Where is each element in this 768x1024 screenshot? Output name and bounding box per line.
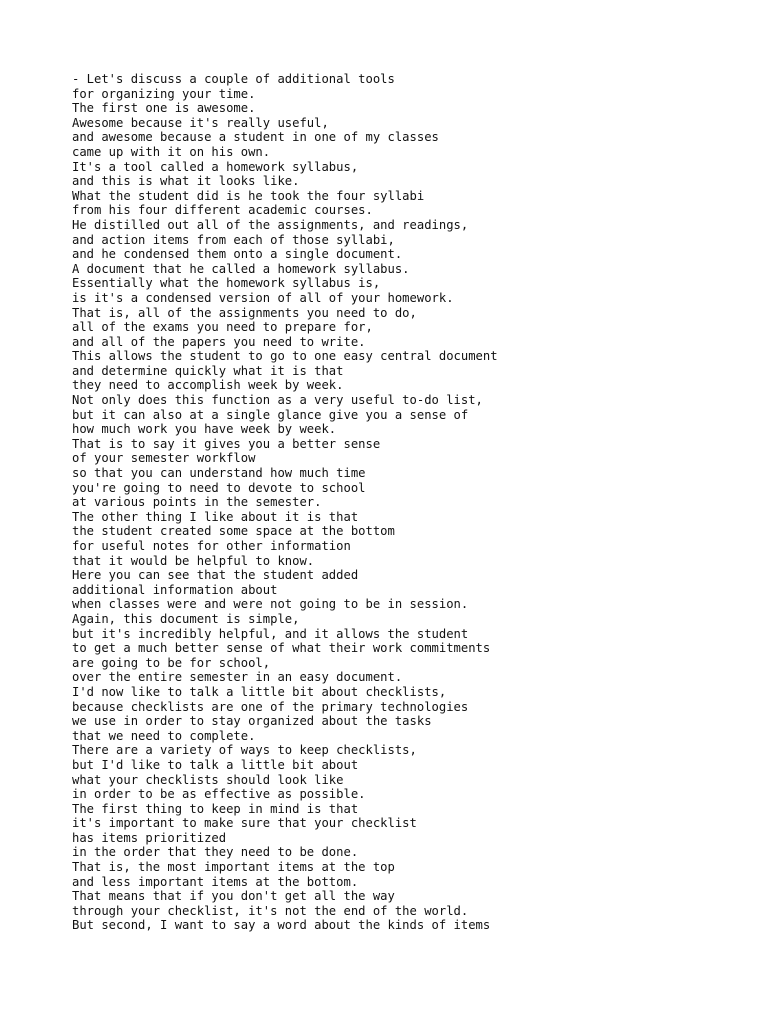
transcript-line: This allows the student to go to one easy central document bbox=[72, 349, 498, 364]
transcript-line: but I'd like to talk a little bit about bbox=[72, 757, 359, 772]
transcript-line: That means that if you don't get all the way bbox=[72, 889, 395, 904]
transcript-line: what your checklists should look like bbox=[72, 772, 344, 787]
transcript-line: how much work you have week by week. bbox=[72, 422, 337, 437]
transcript-line: What the student did is he took the four syllabi bbox=[72, 188, 425, 203]
transcript-line: to get a much better sense of what their work commitments bbox=[72, 641, 491, 656]
transcript-line: through your checklist, it's not the end of the world. bbox=[72, 903, 469, 918]
transcript-line: came up with it on his own. bbox=[72, 144, 271, 159]
transcript-line: Again, this document is simple, bbox=[72, 611, 300, 626]
transcript-line: because checklists are one of the primary technologies bbox=[72, 699, 469, 714]
transcript-line: over the entire semester in an easy document. bbox=[72, 670, 403, 685]
transcript-line: That is, all of the assignments you need to do, bbox=[72, 305, 417, 320]
transcript-line: That is to say it gives you a better sense bbox=[72, 436, 381, 451]
transcript-line: A document that he called a homework syllabus. bbox=[72, 261, 410, 276]
transcript-line: all of the exams you need to prepare for, bbox=[72, 320, 373, 335]
transcript-line: There are a variety of ways to keep checklists, bbox=[72, 743, 417, 758]
transcript-line: are going to be for school, bbox=[72, 655, 271, 670]
transcript-line: and he condensed them onto a single document. bbox=[72, 247, 403, 262]
transcript-line: - Let's discuss a couple of additional tools bbox=[72, 72, 395, 86]
transcript-line: you're going to need to devote to school bbox=[72, 480, 366, 495]
transcript-line: in order to be as effective as possible. bbox=[72, 787, 366, 802]
transcript-line: Awesome because it's really useful, bbox=[72, 115, 329, 130]
transcript-line: and determine quickly what it is that bbox=[72, 363, 344, 378]
transcript-line: it's important to make sure that your checklist bbox=[72, 816, 417, 831]
transcript-line: The first thing to keep in mind is that bbox=[72, 801, 359, 816]
transcript-line: He distilled out all of the assignments, and readings, bbox=[72, 217, 469, 232]
transcript-line: It's a tool called a homework syllabus, bbox=[72, 159, 359, 174]
transcript-line: But second, I want to say a word about the kinds of items bbox=[72, 918, 491, 933]
transcript-line: is it's a condensed version of all of your homework. bbox=[72, 290, 454, 305]
transcript-line: from his four different academic courses. bbox=[72, 203, 373, 218]
transcript-line: and awesome because a student in one of my classes bbox=[72, 130, 439, 145]
transcript-line: and all of the papers you need to write. bbox=[72, 334, 366, 349]
transcript-line: of your semester workflow bbox=[72, 451, 256, 466]
transcript-line: The other thing I like about it is that bbox=[72, 509, 359, 524]
transcript-line: and this is what it looks like. bbox=[72, 174, 300, 189]
transcript-line: for organizing your time. bbox=[72, 86, 256, 101]
transcript-line: that it would be helpful to know. bbox=[72, 553, 315, 568]
transcript-document bbox=[72, 72, 712, 933]
transcript-line: but it can also at a single glance give you a sense of bbox=[72, 407, 469, 422]
transcript-line: that we need to complete. bbox=[72, 728, 256, 743]
transcript-line: the student created some space at the bottom bbox=[72, 524, 395, 539]
transcript-line: Essentially what the homework syllabus is, bbox=[72, 276, 381, 291]
transcript-line: so that you can understand how much time bbox=[72, 466, 366, 481]
transcript-line: The first one is awesome. bbox=[72, 101, 256, 116]
transcript-line: in the order that they need to be done. bbox=[72, 845, 359, 860]
transcript-line: when classes were and were not going to be in session. bbox=[72, 597, 469, 612]
transcript-line: and action items from each of those syllabi, bbox=[72, 232, 395, 247]
transcript-line: I'd now like to talk a little bit about checklists, bbox=[72, 684, 447, 699]
transcript-line: has items prioritized bbox=[72, 830, 227, 845]
transcript-line: for useful notes for other information bbox=[72, 539, 351, 553]
transcript-line: That is, the most important items at the top bbox=[72, 860, 395, 875]
transcript-line: but it's incredibly helpful, and it allows the student bbox=[72, 626, 469, 641]
transcript-line: additional information about bbox=[72, 582, 278, 597]
transcript-line: and less important items at the bottom. bbox=[72, 874, 359, 889]
transcript-line: they need to accomplish week by week. bbox=[72, 378, 344, 393]
transcript-line: Here you can see that the student added bbox=[72, 568, 359, 583]
transcript-line: Not only does this function as a very useful to-do list, bbox=[72, 393, 483, 408]
transcript-line: at various points in the semester. bbox=[72, 495, 322, 510]
transcript-line: we use in order to stay organized about the tasks bbox=[72, 714, 432, 729]
